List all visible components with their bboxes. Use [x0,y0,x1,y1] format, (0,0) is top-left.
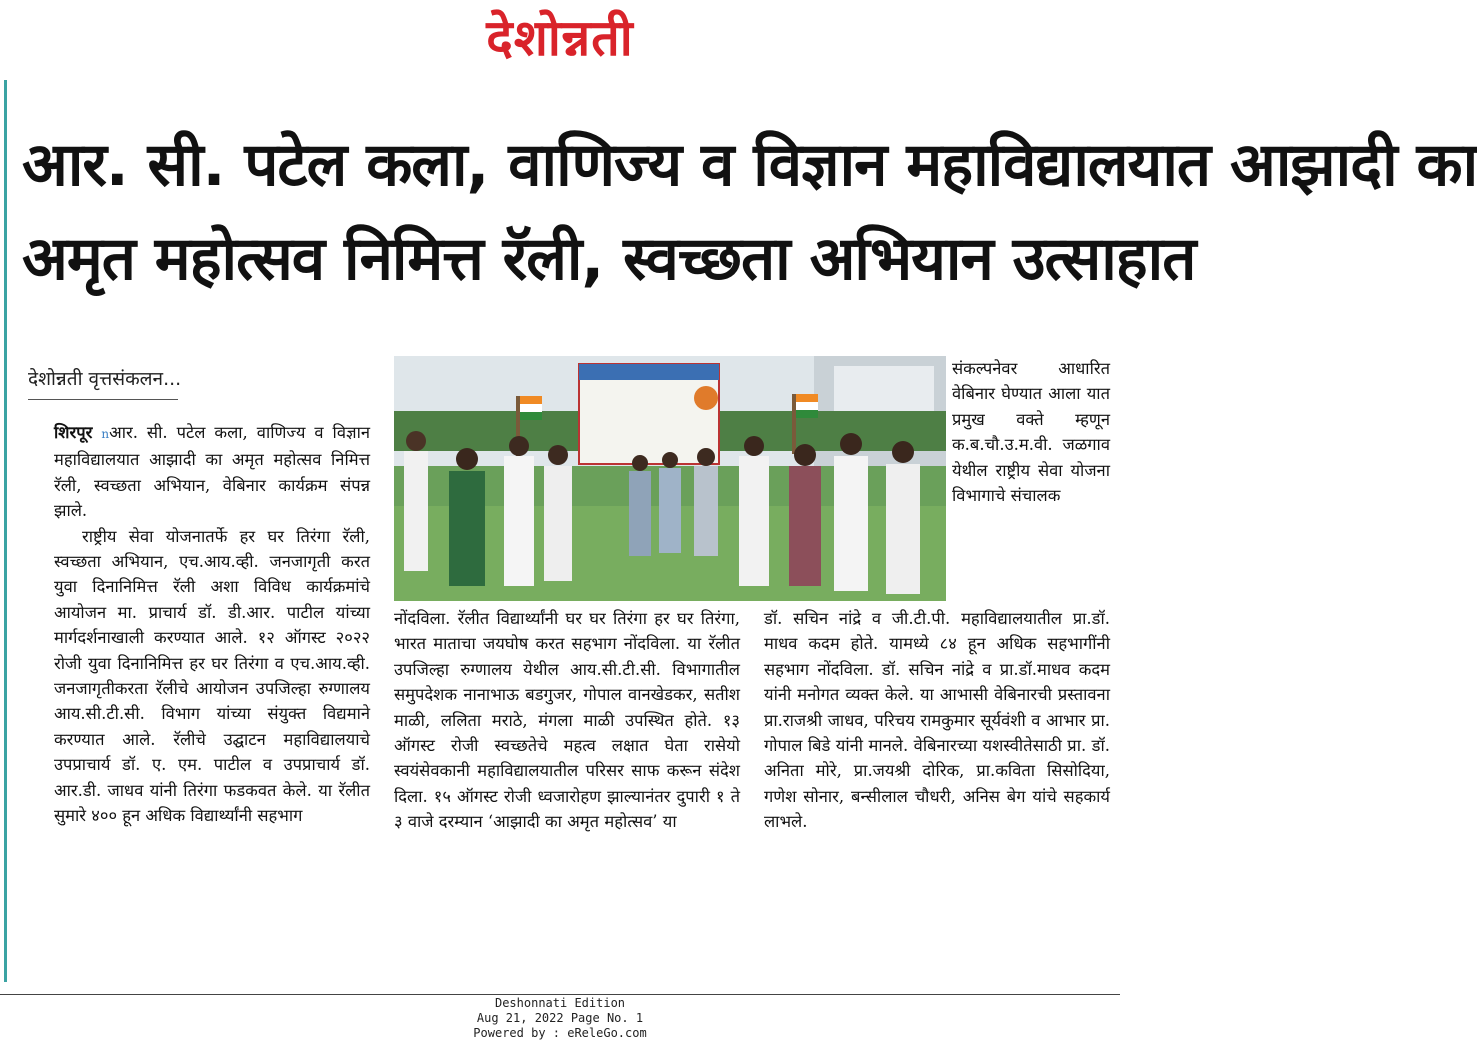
headline-line-1: आर. सी. पटेल कला, वाणिज्य व विज्ञान महाविद्यालयात आझादी का [22,130,1477,200]
dateline: शिरपूर [54,423,93,442]
byline: देशोन्नती वृत्तसंकलन... [28,368,182,390]
footer-powered-by: Powered by : eReleGo.com [473,1026,647,1040]
headline-line-2: अमृत महोत्सव निमित्त रॅली, स्वच्छता अभियान उत्साहात [22,224,1196,294]
masthead-logo [0,4,1120,72]
news-marker-icon: n [101,427,110,441]
footer-date-page: Aug 21, 2022 Page No. 1 [476,1011,644,1025]
article-column-3 [764,606,1110,981]
article-accent-bar [4,80,7,982]
article-paragraph: संकल्पनेवर आधारित वेबिनार घेण्यात आला यात प्रमुख वक्ते म्हणून क.ब.चौ.उ.म.वी. जळगाव येथील राष्ट्रीय सेवा योजना विभागाचे संचालक [952,359,1110,506]
article-column-2 [394,606,740,981]
article-paragraph: राष्ट्रीय सेवा योजनातर्फे हर घर तिरंगा रॅली, स्वच्छता अभियान, एच.आय.व्ही. जनजागृती करत युवा दिनानिमित्त रॅली अशा विविध कार्यक्रमांचे आयोजन मा. प्राचार्य डॉ. डी.आर. पाटील यांच्या मार्गदर्शनाखाली करण्यात आले. १२ ऑगस्ट २०२२ रोजी युवा दिनानिमित्त हर घर तिरंगा व एच.आय.व्ही. जनजागृतीकरता रॅलीचे आयोजन उपजिल्हा रुग्णालय आय.सी.टी.सी. विभाग यांच्या संयुक्त विद्यमाने करण्यात आले. रॅलीचे उद्घाटन महाविद्यालयाचे उपप्राचार्य डॉ. ए. एम. पाटील व उपप्राचार्य डॉ. आर.डी. जाधव यांनी तिरंगा फडकवत केले. या रॅलीत सुमारे ४०० हून अधिक विद्यार्थ्यांनी सहभाग [54,526,370,826]
footer [0,996,1120,1041]
article-column-1 [54,420,370,975]
article-paragraph: डॉ. सचिन नांद्रे व जी.टी.पी. महाविद्यालयातील प्रा.डॉ. माधव कदम होते. यामध्ये ८४ हून अधिक सहभागींनी सहभाग नोंदविला. डॉ. सचिन नांद्रे व प्रा.डॉ.माधव कदम यांनी मनोगत व्यक्त केले. या आभासी वेबिनारची प्रस्तावना प्रा.राजश्री जाधव, परिचय रामकुमार सूर्यवंशी व आभार प्रा. गोपाल बिडे यांनी मानले. वेबिनारच्या यशस्वीतेसाठी प्रा. डॉ. अनिता मोरे, प्रा.जयश्री दोरिक, प्रा.कविता सिसोदिया, गणेश सोनार, बन्सीलाल चौधरी, अनिस बेग यांचे सहकार्य लाभले. [764,609,1110,832]
lead-text: आर. सी. पटेल कला, वाणिज्य व विज्ञान महाविद्यालयात आझादी का अमृत महोत्सव निमित्त रॅली, स्वच्छता अभियान, वेबिनार कार्यक्रम संपन्न झाले. [54,423,370,521]
footer-edition: Deshonnati Edition [494,996,626,1010]
article-lead-paragraph [54,420,370,524]
article-paragraph: नोंदविला. रॅलीत विद्यार्थ्यांनी घर घर तिरंगा हर घर तिरंगा, भारत माताचा जयघोष करत सहभाग नोंदविला. या रॅलीत उपजिल्हा रुग्णालय येथील आय.सी.टी.सी. विभागातील समुपदेशक नानाभाऊ बडगुजर, गोपाल वानखेडकर, सतीश माळी, ललिता मराठे, मंगला माळी उपस्थित होते. १३ ऑगस्ट रोजी स्वच्छतेचे महत्व लक्षात घेता रासेयो स्वयंसेवकानी महाविद्यालयातील परिसर साफ करून संदेश दिला. १५ ऑगस्ट रोजी ध्वजारोहण झाल्यानंतर दुपारी १ ते ३ वाजे दरम्यान ‘आझादी का अमृत महोत्सव’ या [394,609,740,832]
byline-divider [28,399,178,400]
article-column-4 [952,356,1110,602]
masthead-title: देशोन्नती [486,9,634,67]
headline [22,118,1477,306]
news-photo-rally [394,356,946,601]
footer-divider [0,994,1120,995]
